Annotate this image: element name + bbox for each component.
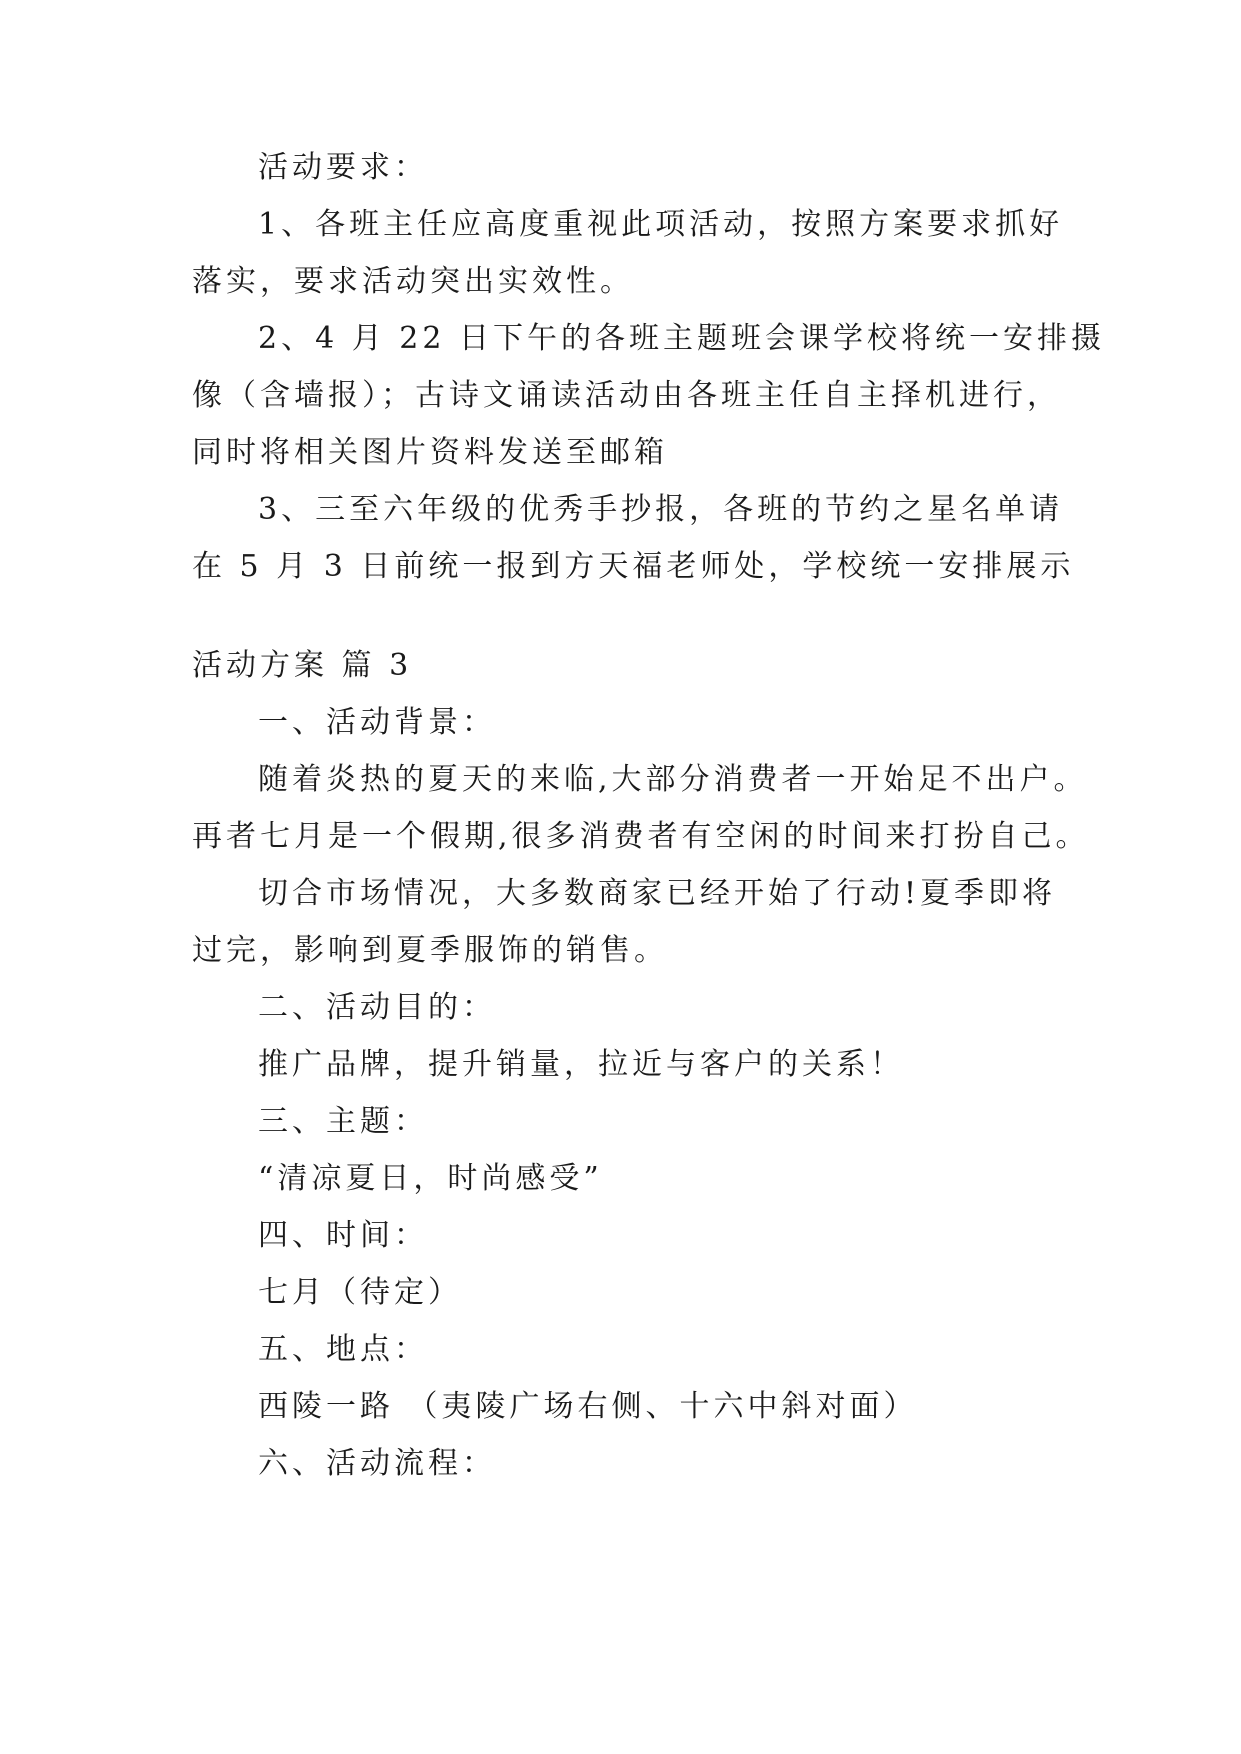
requirement-3-line-1: 3、三至六年级的优秀手抄报，各班的节约之星名单请 [258,492,1064,527]
flow-heading: 六、活动流程： [258,1446,496,1481]
background-paragraph-1-line-1: 随着炎热的夏天的来临,大部分消费者一开始足不出户。 [258,762,1088,797]
requirements-heading: 活动要求： [258,150,428,185]
requirement-3-line-2: 在 5 月 3 日前统一报到方天福老师处，学校统一安排展示 [192,549,1075,584]
requirement-2-line-2: 像（含墙报）；古诗文诵读活动由各班主任自主择机进行， [192,378,1061,413]
requirement-1-line-2: 落实，要求活动突出实效性。 [192,264,634,299]
goal-heading: 二、活动目的： [258,990,496,1025]
background-paragraph-2-line-1: 切合市场情况，大多数商家已经开始了行动!夏季即将 [258,876,1057,911]
theme-heading: 三、主题： [258,1104,428,1139]
section-title: 活动方案 篇 3 [192,648,413,683]
goal-text: 推广品牌，提升销量，拉近与客户的关系！ [258,1047,904,1082]
requirement-2-line-1: 2、4 月 22 日下午的各班主题班会课学校将统一安排摄 [258,321,1105,356]
time-heading: 四、时间： [258,1218,428,1253]
background-paragraph-1-line-2: 再者七月是一个假期,很多消费者有空闲的时间来打扮自己。 [192,819,1090,854]
requirement-2-line-3: 同时将相关图片资料发送至邮箱 [192,435,668,470]
theme-text: “清凉夏日，时尚感受” [258,1161,603,1196]
place-text: 西陵一路 （夷陵广场右侧、十六中斜对面） [258,1389,918,1424]
background-paragraph-2-line-2: 过完，影响到夏季服饰的销售。 [192,933,668,968]
requirement-1-line-1: 1、各班主任应高度重视此项活动，按照方案要求抓好 [258,207,1064,242]
background-heading: 一、活动背景： [258,705,496,740]
time-text: 七月（待定） [258,1275,462,1310]
place-heading: 五、地点： [258,1332,428,1367]
